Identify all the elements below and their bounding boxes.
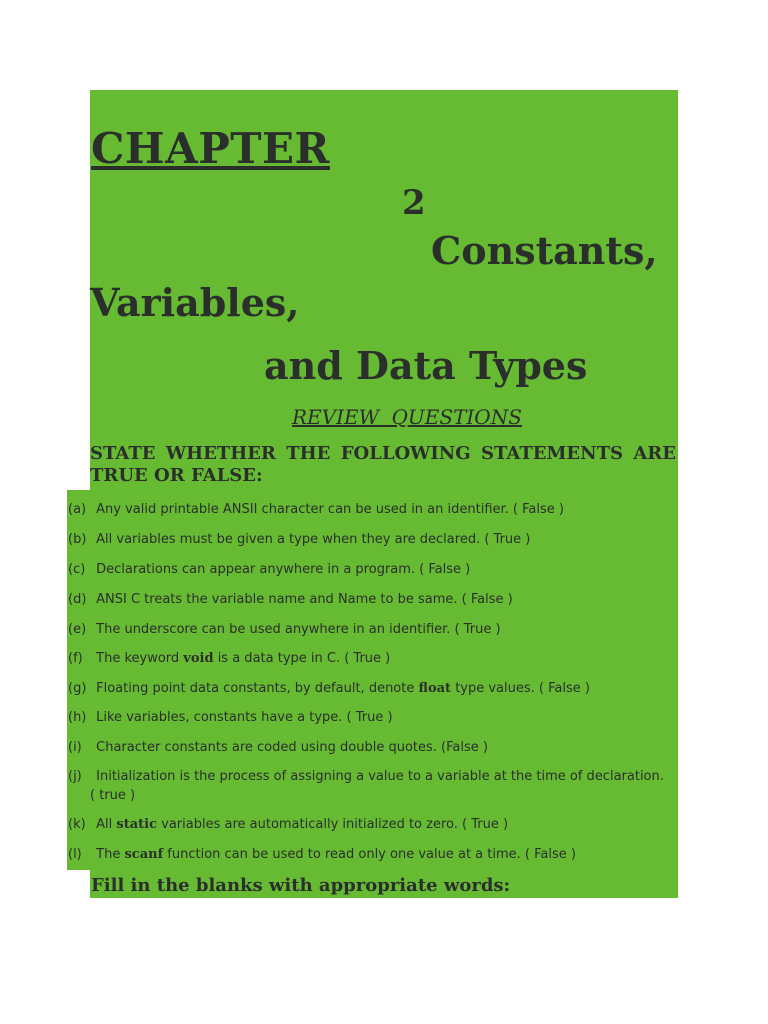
question-item [68, 845, 678, 864]
question-item [68, 590, 678, 609]
question-text: Floating point data constants, by default, denote [96, 681, 419, 696]
true-false-instruction: STATE WHETHER THE FOLLOWING STATEMENTS ARE TRUE OR FALSE: [90, 443, 676, 486]
question-label: (i) [68, 740, 82, 755]
question-text: Initialization is the process of assigning a value to a variable at the time of declaration. [96, 769, 664, 784]
question-label: (e) [68, 622, 87, 637]
question-label: (g) [68, 681, 87, 696]
question-item [68, 560, 678, 579]
question-item [68, 649, 678, 668]
fill-in-blanks-heading: Fill in the blanks with appropriate words: [91, 875, 511, 896]
question-item [68, 738, 678, 757]
question-label: (b) [68, 532, 87, 547]
question-item [68, 708, 678, 727]
question-keyword: static [116, 817, 157, 832]
question-text-end: function can be used to read only one value at a time. ( False ) [163, 847, 576, 862]
question-text: The keyword [96, 651, 184, 666]
chapter-label: CHAPTER [91, 124, 330, 173]
question-keyword: float [418, 681, 452, 696]
question-keyword: scanf [124, 847, 164, 862]
question-item [68, 679, 678, 698]
question-text: All variables must be given a type when they are declared. ( True ) [96, 532, 531, 547]
question-item [68, 767, 678, 786]
question-text: Any valid printable ANSII character can be used in an identifier. ( False ) [96, 502, 564, 517]
chapter-title-line-3: and Data Types [264, 343, 588, 388]
question-keyword: void [183, 651, 214, 666]
question-label: (j) [68, 769, 82, 784]
question-text: The underscore can be used anywhere in an identifier. ( True ) [96, 622, 501, 637]
question-text: Declarations can appear anywhere in a program. ( False ) [96, 562, 471, 577]
question-item [68, 500, 678, 519]
chapter-number: 2 [402, 183, 426, 223]
question-item [68, 530, 678, 549]
question-text: Character constants are coded using double quotes. (False ) [96, 740, 488, 755]
chapter-title-line-1: Constants, [431, 228, 658, 273]
question-label: (c) [68, 562, 86, 577]
question-text: ANSI C treats the variable name and Name to be same. ( False ) [96, 592, 513, 607]
question-label: (d) [68, 592, 87, 607]
chapter-title-line-2: Variables, [90, 280, 300, 325]
review-questions-heading: REVIEW QUESTIONS [292, 405, 522, 429]
question-label: (k) [68, 817, 86, 832]
question-text: All [96, 817, 117, 832]
question-label: (f) [68, 651, 83, 666]
question-text-end: type values. ( False ) [451, 681, 590, 696]
question-item [68, 815, 678, 834]
question-text-end: variables are automatically initialized to zero. ( True ) [157, 817, 509, 832]
question-label: (a) [68, 502, 87, 517]
question-label: (h) [68, 710, 87, 725]
question-item [68, 620, 678, 639]
question-text: Like variables, constants have a type. ( True ) [96, 710, 393, 725]
question-label: (l) [68, 847, 82, 862]
question-continuation: ( true ) [90, 788, 136, 803]
question-text: The [96, 847, 125, 862]
question-text-end: is a data type in C. ( True ) [213, 651, 391, 666]
